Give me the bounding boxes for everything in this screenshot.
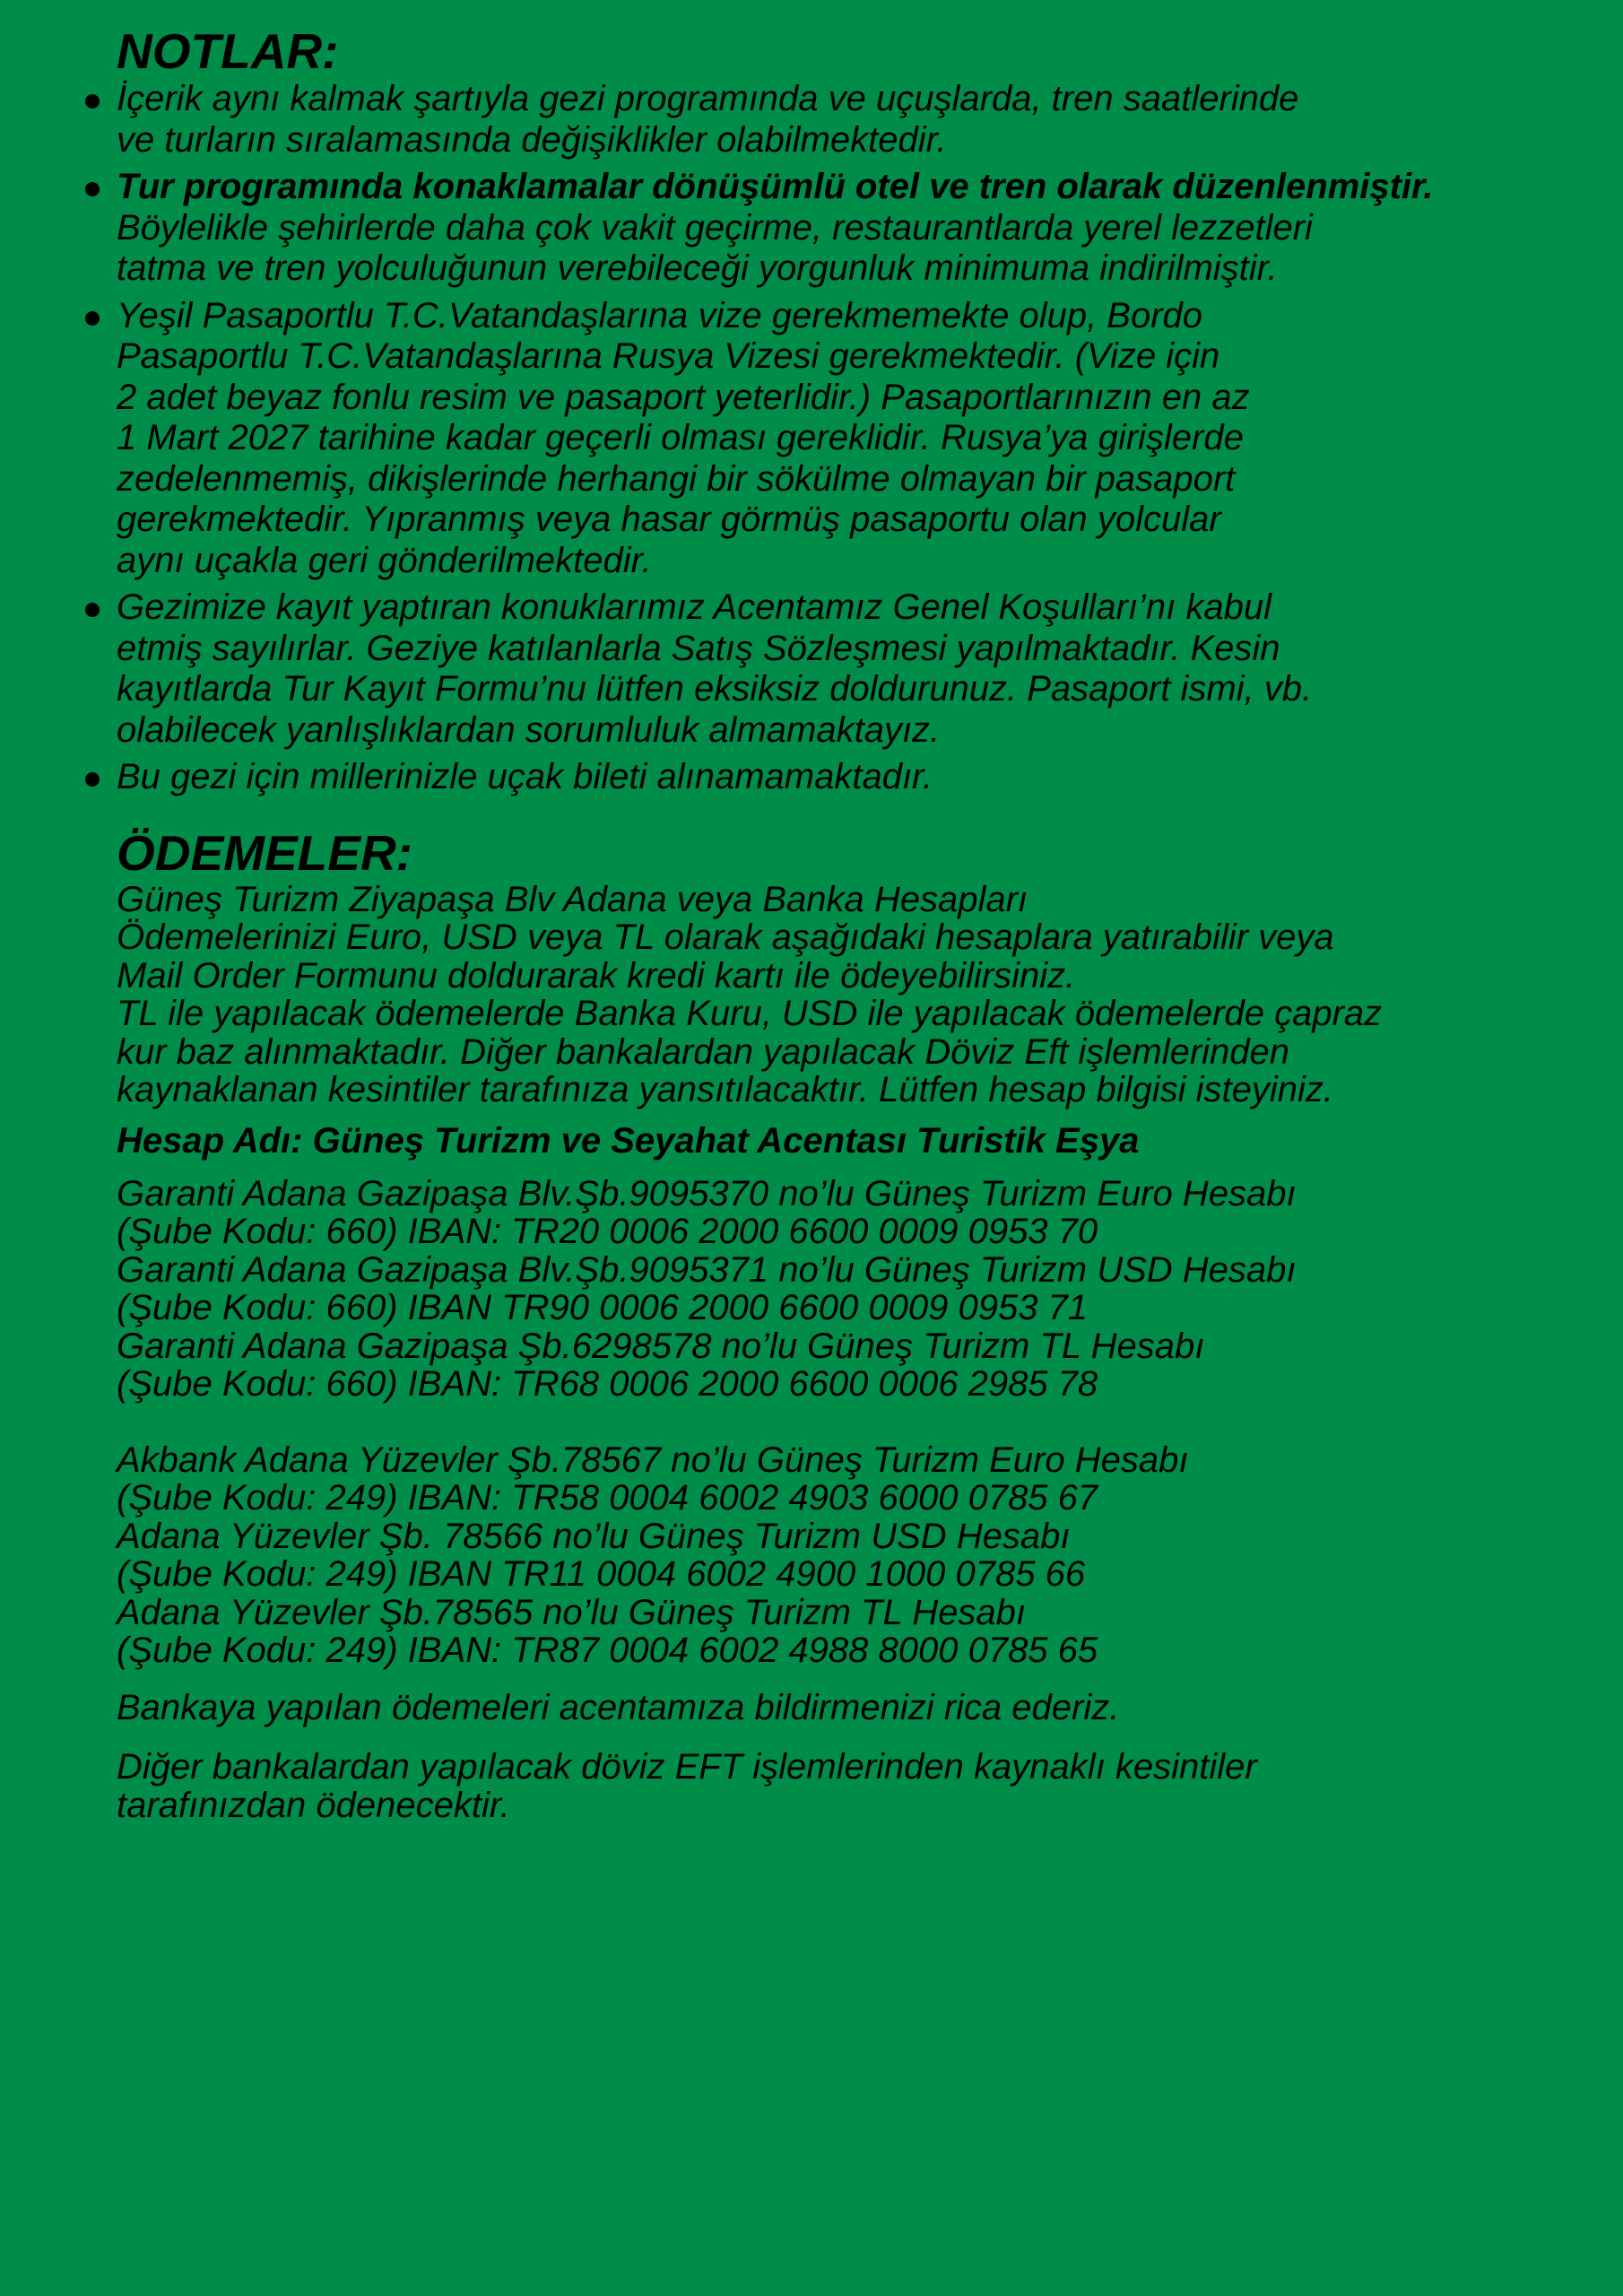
document-content (117, 23, 1623, 1824)
eft-deduction-note (117, 1748, 1623, 1824)
note-line: etmiş sayılırlar. Geziye katılanlarla Satış Sözleşmesi yapılmaktadır. Kesin (117, 628, 1280, 668)
note-line: Böylelikle şehirlerde daha çok vakit geçirme, restaurantlarda yerel lezzetleri (117, 207, 1313, 248)
note-line: 2 adet beyaz fonlu resim ve pasaport yeterlidir.) Pasaportlarınızın en az (117, 377, 1250, 417)
note-line: ve turların sıralamasında değişiklikler olabilmektedir. (117, 119, 947, 160)
note-line: Pasaportlu T.C.Vatandaşlarına Rusya Vizesi gerekmektedir. (Vize için (117, 336, 1220, 376)
intro-line: kur baz alınmaktadır. Diğer bankalardan yapılacak Döviz Eft işlemlerinden (117, 1031, 1290, 1072)
payment-notify-note: Bankaya yapılan ödemeleri acentamıza bildirmenizi rica ederiz. (117, 1687, 1120, 1727)
bank-account-line: Akbank Adana Yüzevler Şb.78567 no’lu Güneş Turizm Euro Hesabı (117, 1439, 1189, 1480)
note-item-3 (117, 296, 1623, 582)
note-item-1 (117, 79, 1623, 161)
note-line: Gezimize kayıt yaptıran konuklarımız Acentamız Genel Koşulları’nı kabul (117, 587, 1271, 627)
note-line: gerekmektedir. Yıpranmış veya hasar görmüş pasaportu olan yolcular (117, 500, 1221, 539)
note-line: 1 Mart 2027 tarihine kadar geçerli olması gereklidir. Rusya’ya girişlerde (117, 418, 1244, 457)
footer-line: tarafınızdan ödenecektir. (117, 1785, 510, 1825)
garanti-accounts (117, 1175, 1623, 1404)
footer-line: Diğer bankalardan yapılacak döviz EFT işlemlerinden kaynaklı kesintiler (117, 1747, 1257, 1787)
note-item-5 (117, 757, 1623, 798)
note-item-2 (117, 167, 1623, 290)
note-line: aynı uçakla geri gönderilmektedir. (117, 540, 652, 580)
intro-line: TL ile yapılacak ödemelerde Banka Kuru, USD ile yapılacak ödemelerde çapraz (117, 994, 1383, 1033)
bank-account-line: Adana Yüzevler Şb. 78566 no’lu Güneş Turizm USD Hesabı (117, 1516, 1071, 1556)
note-line: zedelenmemiş, dikişlerinde herhangi bir sökülme olmayan bir pasaport (117, 458, 1236, 499)
note-line: İçerik aynı kalmak şartıyla gezi programında ve uçuşlarda, tren saatlerinde (117, 79, 1299, 118)
account-name: Hesap Adı: Güneş Turizm ve Seyahat Acentası Turistik Eşya (117, 1120, 1140, 1161)
notes-list (117, 79, 1623, 798)
notes-heading: NOTLAR: (117, 23, 339, 79)
iban-line: (Şube Kodu: 249) IBAN: TR87 0004 6002 4988 8000 0785 65 (117, 1631, 1098, 1670)
note-line: kayıtlarda Tur Kayıt Formu’nu lütfen eksiksiz doldurunuz. Pasaport ismi, vb. (117, 669, 1313, 709)
note-line: tatma ve tren yolculuğunun verebileceği yorgunluk minimuma indirilmiştir. (117, 248, 1278, 288)
bank-account-line: Garanti Adana Gazipaşa Blv.Şb.9095370 no’lu Güneş Turizm Euro Hesabı (117, 1173, 1297, 1213)
iban-line: (Şube Kodu: 249) IBAN TR11 0004 6002 4900 1000 0785 66 (117, 1554, 1086, 1594)
payments-intro (117, 881, 1623, 1109)
intro-line: Ödemelerinizi Euro, USD veya TL olarak aşağıdaki hesaplara yatırabilir veya (117, 918, 1334, 957)
note-line: olabilecek yanlışlıklardan sorumluluk almamaktayız. (117, 709, 941, 750)
intro-line: Mail Order Formunu doldurarak kredi kartı ile ödeyebilirsiniz. (117, 955, 1076, 996)
akbank-accounts (117, 1441, 1623, 1670)
note-line: Yeşil Pasaportlu T.C.Vatandaşlarına vize gerekmemekte olup, Bordo (117, 295, 1203, 335)
payments-heading: ÖDEMELER: (117, 824, 412, 881)
iban-line: (Şube Kodu: 249) IBAN: TR58 0004 6002 4903 6000 0785 67 (117, 1478, 1098, 1518)
iban-line: (Şube Kodu: 660) IBAN: TR20 0006 2000 6600 0009 0953 70 (117, 1212, 1098, 1251)
note-line: Bu gezi için millerinizle uçak bileti alınamamaktadır. (117, 757, 933, 796)
intro-line: Güneş Turizm Ziyapaşa Blv Adana veya Banka Hesapları (117, 879, 1028, 919)
note-item-4 (117, 587, 1623, 751)
iban-line: (Şube Kodu: 660) IBAN: TR68 0006 2000 6600 0006 2985 78 (117, 1364, 1098, 1404)
note-bold-line: Tur programında konaklamalar dönüşümlü otel ve tren olarak düzenlenmiştir. (117, 167, 1434, 206)
bank-account-line: Adana Yüzevler Şb.78565 no’lu Güneş Turizm TL Hesabı (117, 1592, 1026, 1632)
bank-account-line: Garanti Adana Gazipaşa Blv.Şb.9095371 no’lu Güneş Turizm USD Hesabı (117, 1249, 1297, 1290)
intro-line: kaynaklanan kesintiler tarafınıza yansıtılacaktır. Lütfen hesap bilgisi isteyiniz. (117, 1070, 1333, 1109)
iban-line: (Şube Kodu: 660) IBAN TR90 0006 2000 6600 0009 0953 71 (117, 1288, 1089, 1327)
bank-account-line: Garanti Adana Gazipaşa Şb.6298578 no’lu Güneş Turizm TL Hesabı (117, 1326, 1205, 1366)
